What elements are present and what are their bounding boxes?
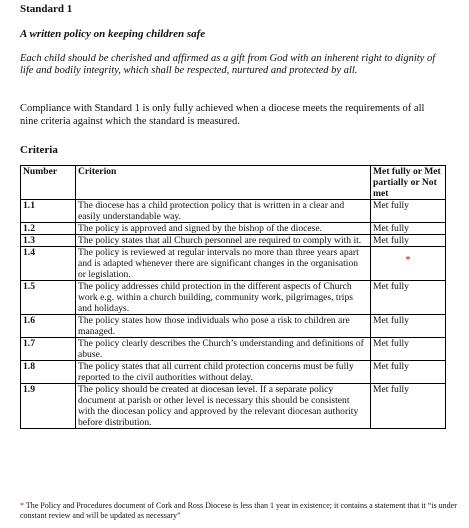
row-criterion: The diocese has a child protection policy that is written in a clear and easily understandable way. bbox=[76, 200, 371, 223]
red-asterisk-marker: * bbox=[405, 254, 411, 266]
table-row bbox=[21, 361, 446, 384]
footnote-asterisk: * bbox=[20, 501, 24, 510]
table-row bbox=[21, 338, 446, 361]
table-row bbox=[21, 247, 446, 281]
row-criterion: The policy is approved and signed by the bishop of the diocese. bbox=[76, 223, 371, 235]
row-number: 1.1 bbox=[21, 200, 76, 223]
row-met: Met fully bbox=[371, 281, 446, 315]
row-number: 1.2 bbox=[21, 223, 76, 235]
row-met: Met fully bbox=[371, 200, 446, 223]
footnote-text: The Policy and Procedures document of Cork and Ross Diocese is less than 1 year in existence; it contains a statement that it “is under constant review and will be updated as necessary” bbox=[20, 501, 457, 520]
intro-paragraph: Each child should be cherished and affirmed as a gift from God with an inherent right to dignity of life and bodily integrity, which shall be respected, nurtured and protected by all. bbox=[20, 53, 436, 76]
table-row bbox=[21, 384, 446, 429]
table-header-row bbox=[21, 166, 446, 200]
row-met: Met fully bbox=[371, 223, 446, 235]
table-row bbox=[21, 200, 446, 223]
row-met: Met fully bbox=[371, 384, 446, 429]
header-number: Number bbox=[21, 166, 76, 200]
row-criterion: The policy is reviewed at regular intervals no more than three years apart and is adapted whenever there are significant changes in the organisation or legislation. bbox=[76, 247, 371, 281]
row-criterion: The policy states that all current child protection concerns must be fully reported to the civil authorities without delay. bbox=[76, 361, 371, 384]
row-criterion: The policy states how those individuals who pose a risk to children are managed. bbox=[76, 315, 371, 338]
row-met: Met fully bbox=[371, 361, 446, 384]
table-row bbox=[21, 281, 446, 315]
row-criterion: The policy states that all Church personnel are required to comply with it. bbox=[76, 235, 371, 247]
row-number: 1.8 bbox=[21, 361, 76, 384]
header-met: Met fully or Met partially or Not met bbox=[371, 166, 446, 200]
criteria-heading: Criteria bbox=[20, 144, 58, 156]
row-met: Met fully bbox=[371, 338, 446, 361]
footnote bbox=[20, 501, 460, 521]
table-row bbox=[21, 223, 446, 235]
row-criterion: The policy clearly describes the Church’s understanding and definitions of abuse. bbox=[76, 338, 371, 361]
row-criterion: The policy should be created at diocesan level. If a separate policy document at parish or other level is necessary this should be consistent with the diocesan policy and approved by the relevant diocesan authority before distribution. bbox=[76, 384, 371, 429]
table-row bbox=[21, 235, 446, 247]
row-number: 1.3 bbox=[21, 235, 76, 247]
standard-title: Standard 1 bbox=[20, 3, 73, 15]
table-row bbox=[21, 315, 446, 338]
row-number: 1.9 bbox=[21, 384, 76, 429]
criteria-table bbox=[20, 165, 446, 429]
row-criterion: The policy addresses child protection in the different aspects of Church work e.g. within a church building, community work, pilgrimages, trips and holidays. bbox=[76, 281, 371, 315]
header-criterion: Criterion bbox=[76, 166, 371, 200]
row-number: 1.4 bbox=[21, 247, 76, 281]
compliance-paragraph: Compliance with Standard 1 is only fully achieved when a diocese meets the requirements of all nine criteria against which the standard is measured. bbox=[20, 103, 425, 127]
row-met bbox=[371, 247, 446, 281]
row-met: Met fully bbox=[371, 315, 446, 338]
row-number: 1.6 bbox=[21, 315, 76, 338]
standard-subtitle: A written policy on keeping children safe bbox=[20, 28, 206, 40]
row-number: 1.5 bbox=[21, 281, 76, 315]
row-number: 1.7 bbox=[21, 338, 76, 361]
row-met: Met fully bbox=[371, 235, 446, 247]
